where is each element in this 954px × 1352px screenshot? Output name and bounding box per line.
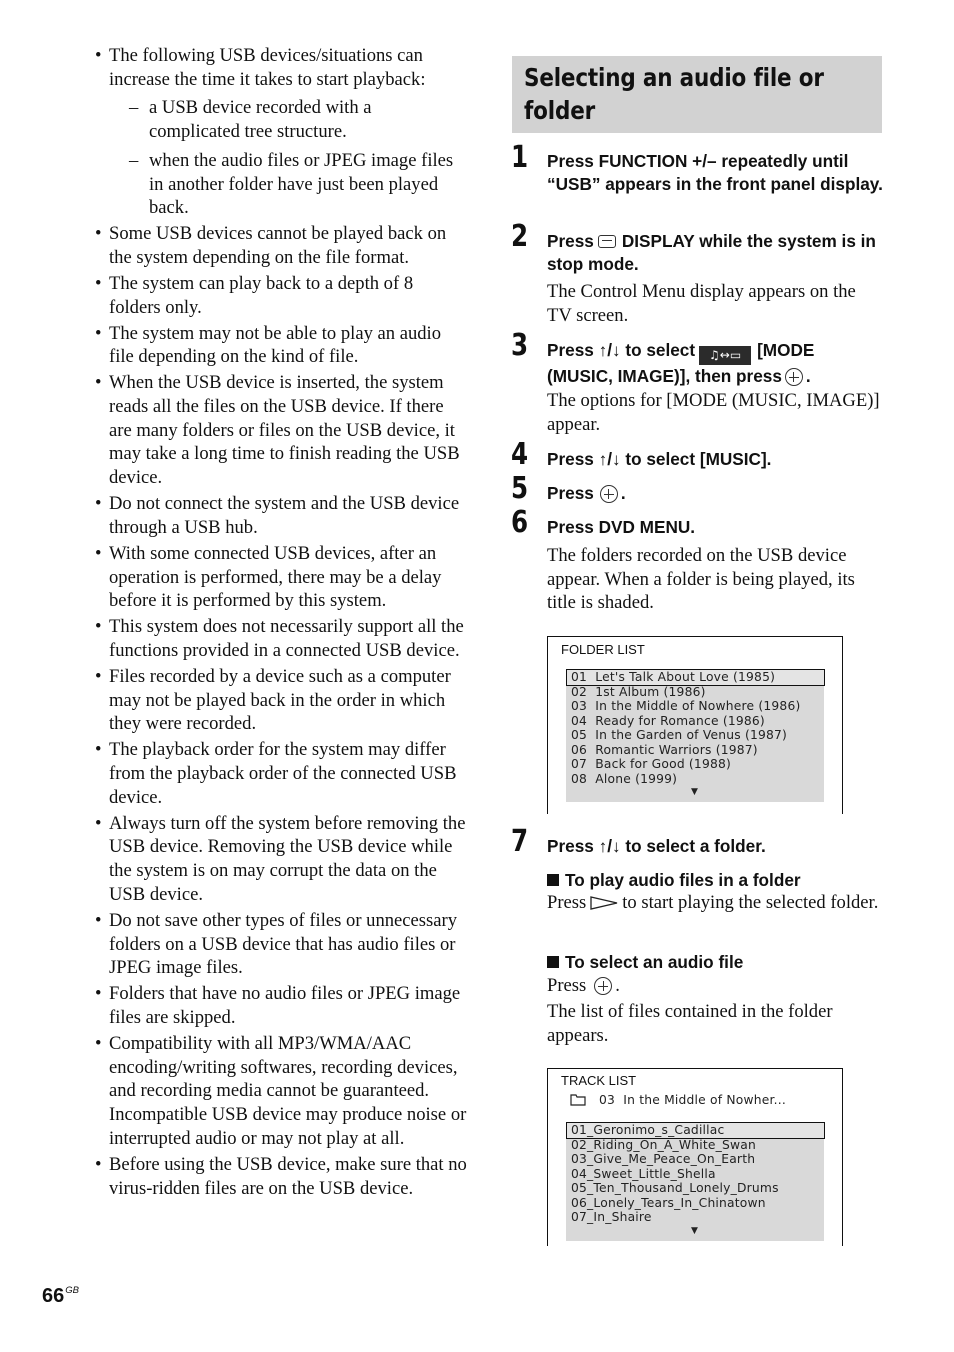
folder-item[interactable]: 08 Alone (1999) [571, 772, 678, 786]
enter-button-icon [594, 977, 612, 995]
folder-icon [570, 1093, 586, 1106]
bullet-item: • Files recorded by a device such as a computer may not be played back in the order in which they were recorded. [95, 665, 451, 735]
folder-item[interactable]: 04 Ready for Romance (1986) [571, 714, 765, 728]
bullet-item: • This system does not necessarily support all the functions provided in a connected USB device. [95, 616, 464, 661]
bullet-item: • With some connected USB devices, after an operation is performed, there may be a delay before it is performed by this system. [95, 542, 442, 612]
subsection-text: Press . [547, 975, 620, 996]
subsection-heading: To play audio files in a folder [547, 869, 801, 891]
track-item[interactable]: 01_Geronimo_s_Cadillac [571, 1123, 725, 1137]
bullet-item: • The following USB devices/situations can increase the time it takes to start playback: – a USB device recorded with a complicated tree structure. – when the audio files or JPEG image files in another folder have just been played back. [95, 44, 467, 220]
folder-item[interactable]: 02 1st Album (1986) [571, 685, 706, 699]
section-heading-box [512, 56, 882, 133]
step-number: 7 [511, 824, 529, 859]
track-item[interactable]: 04_Sweet_Little_Shella [571, 1167, 716, 1181]
step-description: The folders recorded on the USB device appear. When a folder is being played, its title is shaded. [547, 545, 855, 614]
bullet-item: • Always turn off the system before removing the USB device. Removing the USB device while the system is on may corrupt the data on the USB device. [95, 812, 466, 905]
music-image-mode-icon: ♫↔▭ [699, 346, 751, 365]
folder-item[interactable]: 06 Romantic Warriors (1987) [571, 743, 758, 757]
bullet-item: • Folders that have no audio files or JPEG image files are skipped. [95, 983, 461, 1028]
track-item[interactable]: 06_Lonely_Tears_In_Chinatown [571, 1196, 766, 1210]
sub-item: – when the audio files or JPEG image files in another folder have just been played back. [129, 149, 454, 219]
region-suffix: GB [65, 1285, 79, 1296]
bullet-item: • Compatibility with all MP3/WMA/AAC encoding/writing softwares, recording devices, and recording media cannot be guaranteed. Incompatible USB device may produce noise or interrupted audio or may not play at all. [95, 1032, 467, 1149]
step-instruction: Press ↑/↓ to select [MUSIC]. [547, 449, 772, 469]
step-number: 4 [511, 437, 529, 472]
subsection-heading: To select an audio file [547, 951, 743, 973]
track-list [566, 1122, 824, 1241]
section-heading: Selecting an audio file or folder [524, 63, 824, 125]
square-bullet-icon [547, 874, 559, 886]
play-icon [590, 893, 618, 917]
subsection-text: Press to start playing the selected folder. [547, 891, 883, 917]
step-instruction: Press FUNCTION +/– repeatedly until “USB” appears in the front panel display. [547, 151, 883, 194]
folder-item[interactable]: 03 In the Middle of Nowhere (1986) [571, 699, 801, 713]
track-item[interactable]: 05_Ten_Thousand_Lonely_Drums [571, 1181, 779, 1195]
sub-list [109, 96, 467, 220]
enter-button-icon [600, 485, 618, 503]
step-description: The Control Menu display appears on the TV screen. [547, 281, 856, 326]
bullet-item: • The system can play back to a depth of 8 folders only. [95, 272, 414, 318]
bullet-item: • The playback order for the system may differ from the playback order of the connected USB device. [95, 739, 457, 808]
notes-column [95, 44, 467, 1203]
enter-button-icon [785, 368, 803, 386]
scroll-down-icon[interactable]: ▼ [691, 1226, 698, 1236]
display-icon [598, 235, 616, 248]
step-number: 1 [511, 140, 529, 175]
step-instruction: Press ↑/↓ to select ♫↔▭ [MODE (MUSIC, IMAGE)], then press . [547, 340, 815, 386]
step-number: 5 [511, 471, 529, 506]
bullet-item: • Do not save other types of files or unnecessary folders on a USB device that has audio files or JPEG image files. [95, 909, 458, 979]
bullet-item: • Before using the USB device, make sure that no virus-ridden files are on the USB device. [95, 1153, 467, 1199]
bullet-item: • The system may not be able to play an audio file depending on the kind of file. [95, 322, 442, 368]
step-number: 6 [511, 505, 529, 540]
step-number: 2 [511, 219, 529, 254]
step-instruction: Press DVD MENU. [547, 517, 696, 537]
page-number: $66^{GB}$ [42, 1285, 79, 1307]
step-description: The options for [MODE (MUSIC, IMAGE)] appear. [547, 390, 880, 435]
folder-item[interactable]: 01 Let's Talk About Love (1985) [571, 670, 776, 684]
folder-item[interactable]: 05 In the Garden of Venus (1987) [571, 728, 788, 742]
step-instruction: Press ↑/↓ to select a folder. [547, 836, 766, 856]
folder-list-screen [547, 636, 843, 814]
folder-list [566, 669, 824, 802]
bullet-item: • When the USB device is inserted, the system reads all the files on the USB device. If there are many folders or files on the USB device, it may take a long time to finish reading the USB device. [95, 372, 460, 489]
step-number: 3 [511, 328, 529, 363]
bullet-text: The following USB devices/situations can increase the time it takes to start playback: [109, 45, 426, 90]
bullet-item: • Do not connect the system and the USB device through a USB hub. [95, 493, 460, 538]
folder-item[interactable]: 07 Back for Good (1988) [571, 757, 732, 771]
sub-item: – a USB device recorded with a complicated tree structure. [129, 97, 372, 143]
current-folder-label: 03 In the Middle of Nowher... [599, 1093, 786, 1107]
screen-title: TRACK LIST [561, 1073, 637, 1088]
track-item[interactable]: 07_In_Shaire [571, 1210, 652, 1224]
bullet-item: • Some USB devices cannot be played back on the system depending on the file format. [95, 223, 447, 268]
step-instruction: Press . [547, 483, 626, 503]
track-item[interactable]: 02_Riding_On_A_White_Swan [571, 1138, 757, 1152]
track-list-screen [547, 1068, 843, 1246]
subsection-text: The list of files contained in the folder appears. [547, 1001, 833, 1046]
scroll-down-icon[interactable]: ▼ [691, 787, 698, 797]
square-bullet-icon [547, 956, 559, 968]
track-item[interactable]: 03_Give_Me_Peace_On_Earth [571, 1152, 756, 1166]
screen-title: FOLDER LIST [561, 642, 645, 657]
step-instruction: Press DISPLAY while the system is in stop mode. [547, 231, 876, 274]
